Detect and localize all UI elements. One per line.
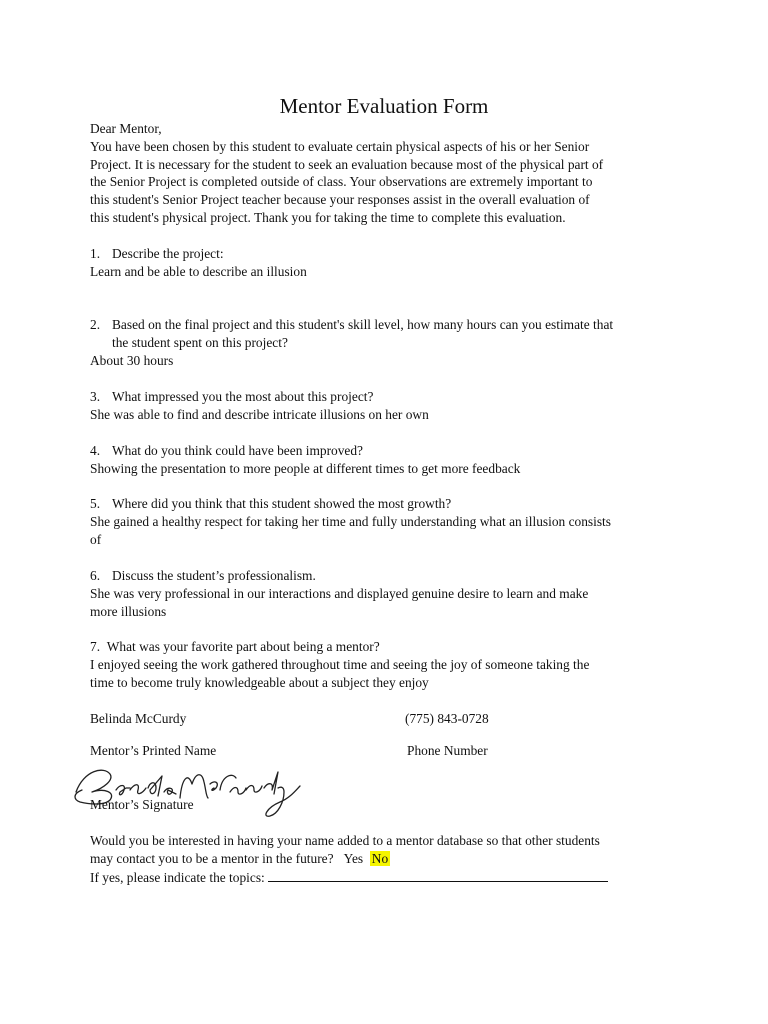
no-option-highlighted[interactable]: No [371,850,389,866]
answer-text: time to become truly knowledgeable about a subject they enjoy [90,674,429,690]
database-question: Would you be interested in having your name added to a mentor database so that other students [90,833,600,848]
page-title: Mentor Evaluation Form [279,94,489,118]
intro-line: You have been chosen by this student to evaluate certain physical aspects of his or her Senior [90,138,590,154]
mentor-name-value: Belinda McCurdy [90,711,187,726]
question-text: What impressed you the most about this project? [112,389,374,404]
signature-label: Mentor’s Signature [90,797,194,812]
database-section [90,832,690,886]
intro-line: this student's Senior Project teacher because your responses assist in the overall evaluation of [90,192,590,208]
answer-text: Showing the presentation to more people at different times to get more feedback [90,460,521,476]
answer-text: of [90,531,102,547]
intro-section [90,120,690,227]
question-number: 7. [90,639,101,654]
answer-text: She was able to find and describe intricate illusions on her own [90,406,429,422]
answer-text: She gained a healthy respect for taking her time and fully understanding what an illusion consists [90,513,611,529]
question-6 [90,567,690,620]
question-4 [90,442,690,478]
question-number: 2. [90,317,101,332]
answer-text: Learn and be able to describe an illusion [90,263,307,279]
answer-text: She was very professional in our interactions and displayed genuine desire to learn and make [90,585,589,601]
question-text: Where did you think that this student showed the most growth? [112,496,452,511]
phone-label: Phone Number [407,743,488,758]
question-3 [90,388,690,424]
question-number: 4. [90,443,101,458]
question-text: Based on the final project and this student's skill level, how many hours can you estimate that [112,317,614,332]
answer-text: I enjoyed seeing the work gathered throughout time and seeing the joy of someone taking the [90,656,590,672]
question-number: 3. [90,389,101,404]
question-text: Discuss the student’s professionalism. [112,568,316,583]
question-number: 1. [90,246,101,261]
question-number: 6. [90,568,101,583]
mentor-name-label: Mentor’s Printed Name [90,743,217,758]
topics-blank-line[interactable] [268,868,608,882]
question-1 [90,245,690,281]
question-7 [90,638,690,691]
question-text: What do you think could have been improved? [112,443,364,458]
question-5 [90,495,690,548]
question-text: What was your favorite part about being a mentor? [106,639,380,654]
question-text: Describe the project: [112,246,224,261]
salutation: Dear Mentor, [90,121,162,136]
database-question: may contact you to be a mentor in the future? [90,850,334,866]
mentor-phone-value: (775) 843-0728 [405,711,489,726]
topics-label: If yes, please indicate the topics: [90,869,265,885]
question-text: the student spent on this project? [112,334,288,350]
answer-text: more illusions [90,603,167,619]
question-number: 5. [90,496,101,511]
intro-line: Project. It is necessary for the student to seek an evaluation because most of the physical part of [90,156,604,172]
intro-line: the Senior Project is completed outside of class. Your observations are extremely important to [90,174,593,190]
yes-option[interactable]: Yes [343,850,364,866]
intro-line: this student's physical project. Thank you for taking the time to complete this evaluation. [90,209,566,225]
question-2 [90,316,690,369]
answer-text: About 30 hours [90,352,174,368]
